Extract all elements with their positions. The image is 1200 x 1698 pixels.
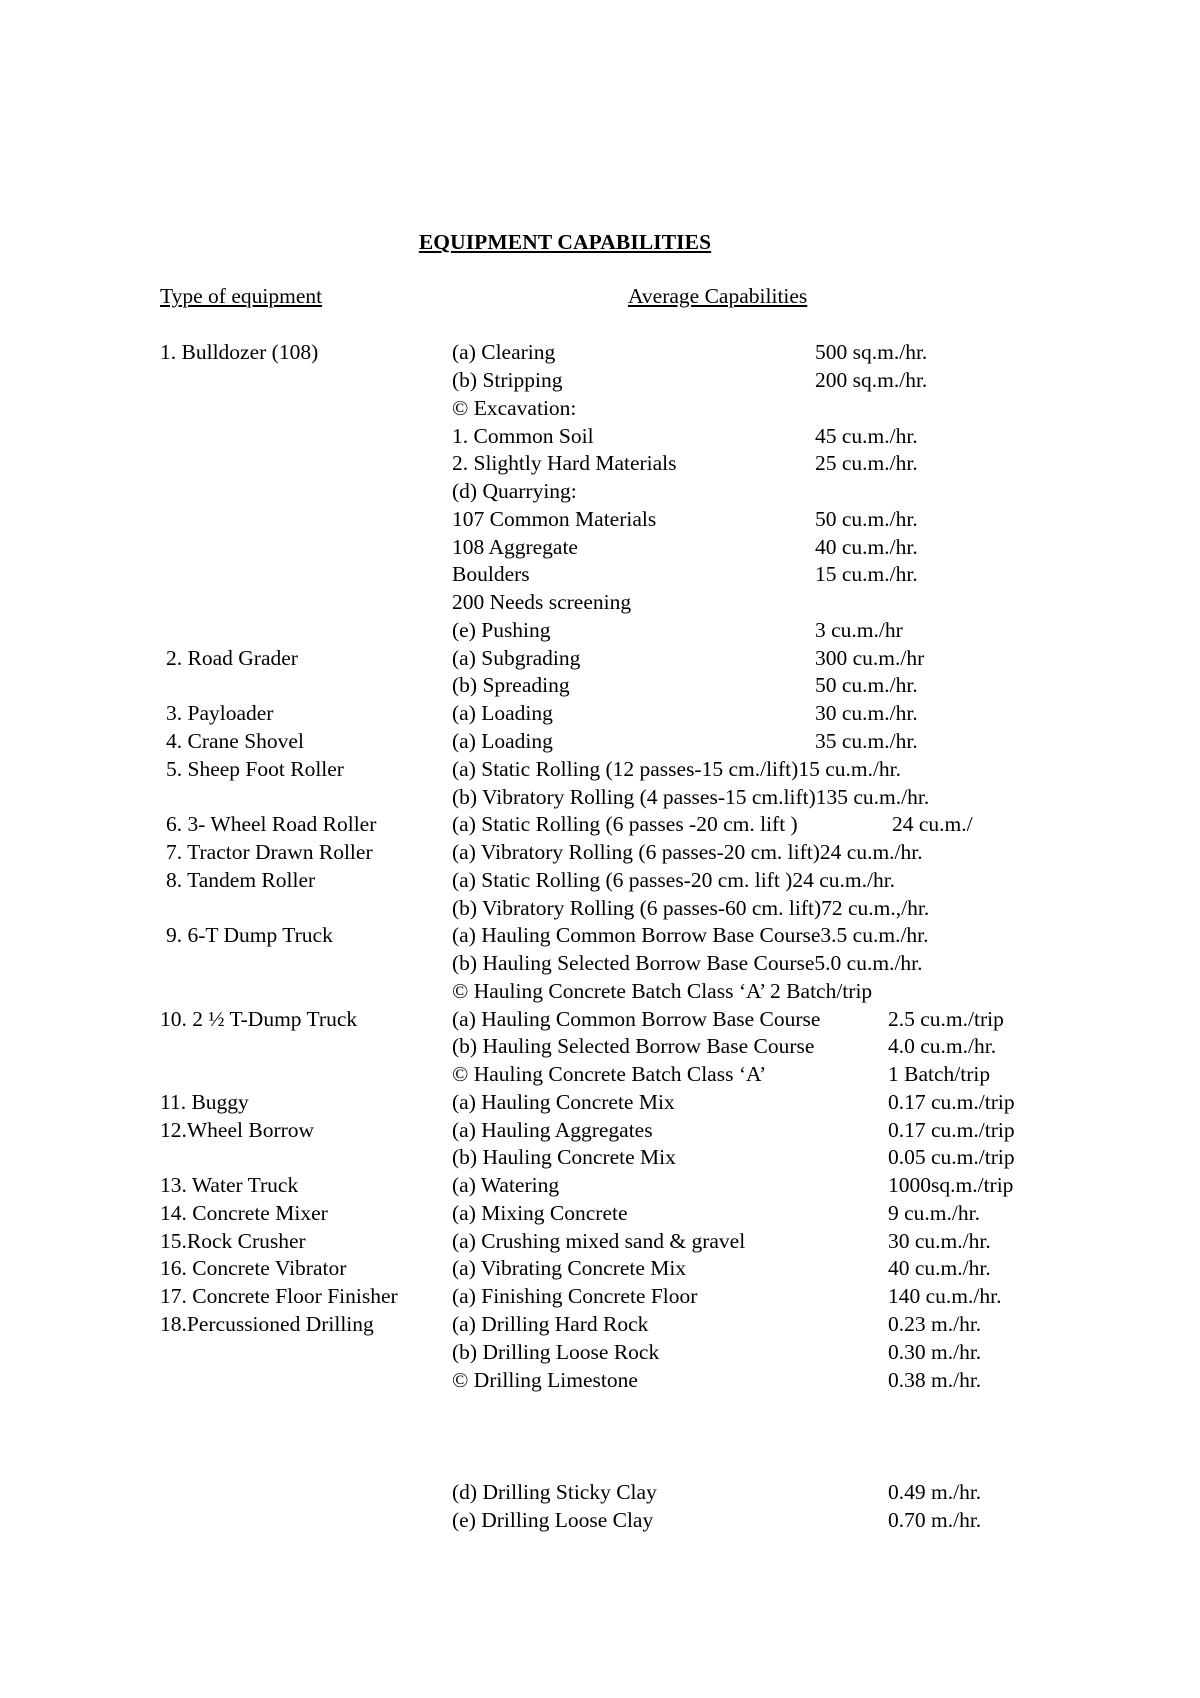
capability-value: 15 cu.m./hr. [815,562,918,586]
equipment-name: 11. Buggy [160,1090,249,1114]
equipment-name: 18.Percussioned Drilling [160,1312,374,1336]
task-description: © Hauling Concrete Batch Class ‘A’ 2 Batch/trip [452,979,873,1003]
task-description: 2. Slightly Hard Materials [452,451,677,475]
capability-value: 24 cu.m./ [892,812,973,836]
table-row [0,1007,1200,1035]
capability-value: 30 cu.m./hr. [888,1229,991,1253]
capability-value: 4.0 cu.m./hr. [888,1034,997,1058]
table-row [0,701,1200,729]
task-description: 107 Common Materials [452,507,657,531]
table-row [0,1340,1200,1368]
table-row [0,590,1200,618]
task-description: (b) Vibratory Rolling (4 passes-15 cm.lift)135 cu.m./hr. [452,785,930,809]
task-description: (a) Clearing [452,340,556,364]
equipment-name: 9. 6-T Dump Truck [166,923,333,947]
capability-value: 50 cu.m./hr. [815,507,918,531]
equipment-name: 1. Bulldozer (108) [160,340,319,364]
table-row [0,646,1200,674]
table-row [0,1284,1200,1312]
equipment-name: 6. 3- Wheel Road Roller [166,812,377,836]
table-row [0,368,1200,396]
capability-value: 0.17 cu.m./trip [888,1118,1015,1142]
table-row [0,673,1200,701]
task-description: (a) Static Rolling (6 passes -20 cm. lift ) [452,812,798,836]
capability-value: 0.30 m./hr. [888,1340,982,1364]
task-description: (e) Pushing [452,618,551,642]
task-description: (b) Spreading [452,673,570,697]
table-row [0,1229,1200,1257]
equipment-name: 3. Payloader [166,701,274,725]
capability-value: 500 sq.m./hr. [815,340,928,364]
table-row [0,424,1200,452]
table-row [0,896,1200,924]
equipment-name: 5. Sheep Foot Roller [166,757,344,781]
table-row [0,1201,1200,1229]
equipment-name: 17. Concrete Floor Finisher [160,1284,398,1308]
table-row [0,535,1200,563]
task-description: (a) Watering [452,1173,560,1197]
capability-value: 140 cu.m./hr. [888,1284,1002,1308]
task-description: (a) Mixing Concrete [452,1201,628,1225]
capability-value: 0.23 m./hr. [888,1312,982,1336]
task-description: © Hauling Concrete Batch Class ‘A’ [452,1062,767,1086]
capability-value: 25 cu.m./hr. [815,451,918,475]
task-description: © Drilling Limestone [452,1368,638,1392]
table-row [0,979,1200,1007]
table-row [0,618,1200,646]
capability-value: 50 cu.m./hr. [815,673,918,697]
task-description: (d) Quarrying: [452,479,577,503]
capability-value: 40 cu.m./hr. [815,535,918,559]
task-description: (b) Hauling Selected Borrow Base Course [452,1034,815,1058]
table-row [0,1090,1200,1118]
task-description: (a) Vibrating Concrete Mix [452,1256,687,1280]
capability-value: 200 sq.m./hr. [815,368,928,392]
table-row [0,1062,1200,1090]
task-description: (a) Drilling Hard Rock [452,1312,649,1336]
table-row [0,1480,1200,1508]
equipment-name: 10. 2 ½ T-Dump Truck [160,1007,358,1031]
equipment-name: 4. Crane Shovel [166,729,304,753]
equipment-name: 8. Tandem Roller [166,868,316,892]
table-row [0,951,1200,979]
task-description: 1. Common Soil [452,424,594,448]
capability-value: 0.70 m./hr. [888,1508,982,1532]
equipment-name: 7. Tractor Drawn Roller [166,840,373,864]
capability-value: 3 cu.m./hr [815,618,903,642]
task-description: (b) Stripping [452,368,563,392]
task-description: (b) Drilling Loose Rock [452,1340,660,1364]
capability-value: 0.17 cu.m./trip [888,1090,1015,1114]
capability-value: 9 cu.m./hr. [888,1201,980,1225]
table-row [0,396,1200,424]
task-description: 200 Needs screening [452,590,632,614]
task-description: Boulders [452,562,530,586]
equipment-name: 16. Concrete Vibrator [160,1256,347,1280]
table-row [0,1145,1200,1173]
capability-value: 40 cu.m./hr. [888,1256,991,1280]
equipment-name: 12.Wheel Borrow [160,1118,315,1142]
task-description: (a) Vibratory Rolling (6 passes-20 cm. lift)24 cu.m./hr. [452,840,923,864]
capability-value: 0.05 cu.m./trip [888,1145,1015,1169]
capability-value: 300 cu.m./hr [815,646,925,670]
table-row [0,1118,1200,1146]
capability-value: 2.5 cu.m./trip [888,1007,1004,1031]
task-description: (a) Loading [452,729,553,753]
task-description: (a) Hauling Common Borrow Base Course [452,1007,821,1031]
capability-value: 35 cu.m./hr. [815,729,918,753]
table-row [0,812,1200,840]
task-description: (a) Static Rolling (12 passes-15 cm./lift)15 cu.m./hr. [452,757,902,781]
table-row [0,840,1200,868]
table-row [0,729,1200,757]
task-description: (e) Drilling Loose Clay [452,1508,654,1532]
table-row [0,1173,1200,1201]
task-description: (a) Hauling Concrete Mix [452,1090,675,1114]
table-row [0,479,1200,507]
capability-value: 45 cu.m./hr. [815,424,918,448]
capability-value: 1000sq.m./trip [888,1173,1014,1197]
equipment-name: 14. Concrete Mixer [160,1201,328,1225]
table-row [0,507,1200,535]
equipment-name: 15.Rock Crusher [160,1229,306,1253]
task-description: (b) Hauling Selected Borrow Base Course5.0 cu.m./hr. [452,951,923,975]
table-row [0,451,1200,479]
task-description: (a) Hauling Common Borrow Base Course3.5 cu.m./hr. [452,923,929,947]
task-description: (d) Drilling Sticky Clay [452,1480,657,1504]
table-row [0,868,1200,896]
table-row [0,1034,1200,1062]
capability-value: 30 cu.m./hr. [815,701,918,725]
equipment-name: 2. Road Grader [166,646,298,670]
capability-value: 0.49 m./hr. [888,1480,982,1504]
task-description: (a) Static Rolling (6 passes-20 cm. lift )24 cu.m./hr. [452,868,896,892]
task-description: (a) Finishing Concrete Floor [452,1284,698,1308]
table-row [0,1312,1200,1340]
equipment-name: 13. Water Truck [160,1173,299,1197]
task-description: (b) Hauling Concrete Mix [452,1145,676,1169]
header-type-of-equipment: Type of equipment [160,284,323,308]
task-description: (a) Hauling Aggregates [452,1118,653,1142]
task-description: (b) Vibratory Rolling (6 passes-60 cm. lift)72 cu.m.,/hr. [452,896,930,920]
task-description: © Excavation: [452,396,577,420]
task-description: (a) Subgrading [452,646,581,670]
task-description: (a) Loading [452,701,553,725]
task-description: (a) Crushing mixed sand & gravel [452,1229,746,1253]
header-average-capabilities: Average Capabilities [628,284,808,308]
table-row [0,923,1200,951]
table-row [0,1256,1200,1284]
table-row [0,562,1200,590]
table-row [0,1508,1200,1536]
table-row [0,1368,1200,1396]
capability-value: 1 Batch/trip [888,1062,991,1086]
document-title: EQUIPMENT CAPABILITIES [418,230,712,254]
task-description: 108 Aggregate [452,535,578,559]
table-row [0,757,1200,785]
capability-value: 0.38 m./hr. [888,1368,982,1392]
table-row [0,340,1200,368]
table-row [0,785,1200,813]
